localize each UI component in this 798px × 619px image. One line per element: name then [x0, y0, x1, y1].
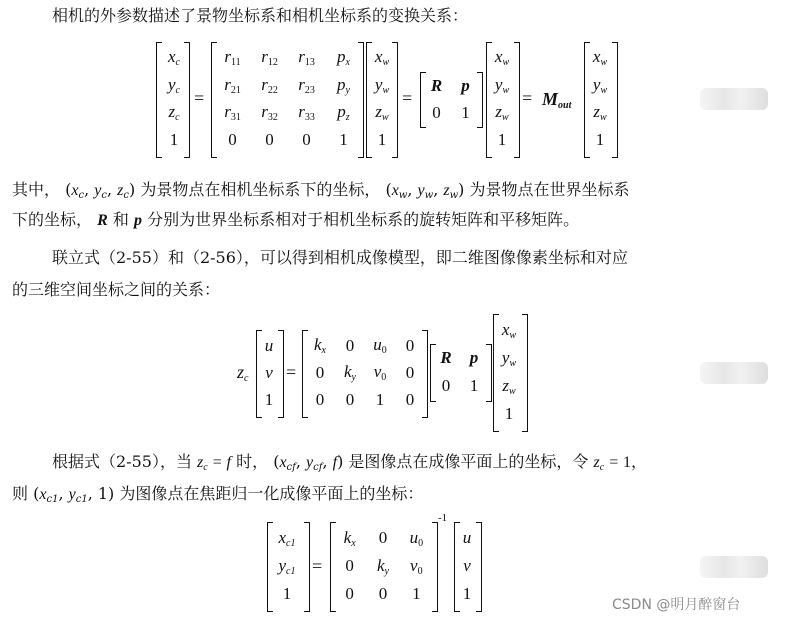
- equation-number-blur: [700, 362, 768, 384]
- matrix-entry: $p_y$: [337, 74, 350, 96]
- matrix-entry: 1: [462, 584, 472, 603]
- matrix-entry: $k_x$: [343, 527, 356, 549]
- pixel-coord-vector: [456, 524, 478, 608]
- text: 联立式（2-55）和（2-56），可以得到相机成像模型，即二维图像像素坐标和对应: [52, 248, 628, 267]
- matrix-entry: $x_w$: [494, 47, 510, 69]
- zc-scale: $z_c$: [237, 362, 249, 384]
- matrix-entry: 0: [228, 130, 237, 150]
- intrinsic-matrix: [333, 524, 433, 608]
- matrix-entry: 0: [345, 556, 354, 575]
- matrix-entry: $k_y$: [344, 362, 356, 384]
- focal-point-inline: ($x_{cf}$, $y_{cf}$, f): [273, 452, 344, 473]
- matrix-entry: 1: [282, 584, 292, 603]
- equals-sign: =: [194, 88, 205, 108]
- matrix-entry: $v_0$: [373, 362, 387, 384]
- explanation-line-1: [12, 180, 630, 206]
- bracket: [358, 42, 364, 158]
- relation-line: [12, 280, 220, 300]
- bracket: [486, 344, 492, 402]
- equation-extrinsic: [0, 0, 798, 170]
- matrix-entry: $p_x$: [337, 47, 350, 69]
- matrix-entry: $x_{c1}$: [278, 527, 296, 549]
- csdn-watermark: CSDN @明月醉窗台: [612, 597, 741, 613]
- matrix-entry: $x_w$: [501, 319, 517, 341]
- text: 是图像点在成像平面上的坐标，令: [348, 452, 589, 471]
- matrix-entry: $r_{21}$: [224, 74, 241, 96]
- bracket: [392, 42, 398, 158]
- block-matrix: [432, 344, 488, 400]
- zc-equals-1: $z_c = 1$: [593, 454, 632, 473]
- equals-sign: =: [286, 362, 297, 382]
- equals-sign: =: [402, 88, 413, 108]
- world-coord-inline: ($x_w$, $y_w$, $z_w$): [385, 180, 465, 201]
- bracket: [302, 330, 308, 418]
- bracket: [267, 522, 273, 612]
- matrix-entry: 0: [405, 335, 415, 355]
- inverse-exponent: -1: [438, 512, 448, 524]
- matrix-entry: $p_z$: [337, 102, 350, 124]
- matrix-entry: R: [430, 75, 443, 95]
- matrix-entry: $z_c$: [168, 102, 180, 124]
- world-coord-vector: [495, 316, 523, 428]
- intro-text: 相机的外参数描述了景物坐标系和相机坐标系的变换关系：: [52, 6, 469, 25]
- matrix-entry: $y_c$: [168, 74, 180, 96]
- extrinsic-matrix: [214, 44, 362, 154]
- matrix-entry: 1: [339, 130, 348, 150]
- matrix-entry: 0: [405, 390, 415, 410]
- rotation-symbol: R: [97, 212, 108, 229]
- translation-symbol: p: [133, 212, 142, 229]
- text: 分别为世界坐标系相对于相机坐标系的旋转矩阵和平移矩阵。: [147, 210, 580, 229]
- bracket: [454, 522, 460, 612]
- matrix-entry: 1: [169, 130, 179, 150]
- matrix-entry: 0: [302, 130, 311, 150]
- matrix-entry: 1: [469, 376, 479, 395]
- matrix-entry: 0: [315, 362, 325, 382]
- matrix-entry: $z_w$: [375, 102, 389, 124]
- bracket: [476, 522, 482, 612]
- matrix-entry: 1: [504, 404, 514, 423]
- normalized-coord-vector: [270, 524, 304, 608]
- bracket: [493, 314, 499, 432]
- text: 和: [112, 210, 129, 229]
- bracket: [422, 330, 428, 418]
- matrix-entry: p: [469, 348, 479, 367]
- intrinsic-matrix: [305, 332, 425, 414]
- bracket: [477, 72, 483, 128]
- matrix-entry: p: [461, 75, 470, 95]
- normalization-line-1: [52, 452, 647, 478]
- matrix-entry: u: [462, 528, 472, 547]
- matrix-entry: $y_w$: [501, 347, 517, 369]
- matrix-entry: $y_w$: [374, 74, 390, 96]
- matrix-entry: $k_y$: [376, 555, 389, 577]
- bracket: [514, 42, 520, 158]
- matrix-entry: $r_{31}$: [224, 102, 241, 124]
- matrix-entry: 0: [441, 376, 451, 395]
- matrix-entry: $u_0$: [373, 335, 387, 357]
- bracket: [330, 522, 336, 612]
- matrix-entry: 1: [264, 390, 274, 410]
- bracket: [278, 330, 284, 418]
- matrix-entry: 0: [432, 102, 441, 122]
- bracket: [184, 42, 190, 158]
- block-matrix: [422, 72, 480, 126]
- m-out-symbol: $M_{out}$: [542, 89, 572, 111]
- matrix-entry: $y_w$: [592, 74, 608, 96]
- matrix-entry: $z_w$: [495, 102, 509, 124]
- matrix-entry: $r_{32}$: [261, 102, 278, 124]
- matrix-entry: 1: [412, 584, 421, 603]
- bracket: [522, 314, 528, 432]
- combine-line: [52, 248, 628, 268]
- text: 时，: [236, 452, 269, 471]
- matrix-entry: $r_{22}$: [261, 74, 278, 96]
- matrix-entry: $r_{11}$: [224, 47, 241, 69]
- equals-sign: =: [522, 88, 533, 108]
- matrix-entry: u: [264, 335, 274, 355]
- text: ，: [631, 452, 648, 471]
- matrix-entry: v: [265, 362, 273, 382]
- bracket: [430, 344, 436, 402]
- text: 其中，: [12, 180, 61, 199]
- matrix-entry: $v_0$: [410, 555, 423, 577]
- world-coord-vector: [586, 44, 614, 154]
- text: 为景物点在世界坐标系: [469, 180, 630, 199]
- matrix-entry: $y_w$: [494, 74, 510, 96]
- text: 则: [12, 484, 29, 503]
- matrix-entry: 0: [378, 584, 388, 603]
- text: 为图像点在焦距归一化成像平面上的坐标：: [119, 484, 424, 503]
- matrix-entry: 0: [345, 390, 355, 410]
- bracket: [256, 330, 262, 418]
- matrix-entry: $x_c$: [168, 47, 180, 69]
- pixel-coord-vector: [258, 332, 280, 414]
- equation-number-blur: [700, 556, 768, 578]
- normalized-point-inline: ($x_{c1}$, $y_{c1}$, 1): [33, 484, 115, 505]
- equals-sign: =: [312, 556, 323, 576]
- bracket: [432, 522, 438, 612]
- matrix-entry: $r_{12}$: [261, 47, 278, 69]
- matrix-entry: 0: [345, 584, 354, 603]
- matrix-entry: v: [463, 556, 471, 575]
- matrix-entry: 1: [497, 130, 507, 150]
- matrix-entry: $k_x$: [314, 335, 326, 357]
- matrix-entry: $u_0$: [409, 527, 424, 549]
- camera-coord-inline: ($x_c$, $y_c$, $z_c$): [65, 180, 136, 201]
- matrix-entry: 0: [265, 130, 274, 150]
- matrix-entry: 1: [375, 390, 385, 410]
- matrix-entry: $x_w$: [374, 47, 390, 69]
- matrix-entry: $x_w$: [592, 47, 608, 69]
- matrix-entry: 1: [377, 130, 387, 150]
- explanation-line-2: [12, 210, 579, 231]
- matrix-entry: 0: [315, 390, 325, 410]
- matrix-entry: $r_{13}$: [298, 47, 315, 69]
- matrix-entry: $y_{c1}$: [278, 555, 296, 577]
- text: 为景物点在相机坐标系下的坐标，: [140, 180, 381, 199]
- matrix-entry: 0: [345, 335, 355, 355]
- matrix-entry: R: [440, 348, 452, 367]
- bracket: [304, 522, 310, 612]
- matrix-entry: $z_w$: [502, 375, 516, 397]
- matrix-entry: $r_{23}$: [298, 74, 315, 96]
- normalization-line-2: [12, 484, 423, 510]
- matrix-entry: 1: [595, 130, 605, 150]
- equation-number-blur: [700, 88, 768, 110]
- world-coord-vector: [488, 44, 516, 154]
- matrix-entry: $r_{33}$: [298, 102, 315, 124]
- zc-equals-f: $z_c = f$: [197, 454, 231, 473]
- bracket: [612, 42, 618, 158]
- matrix-entry: 0: [378, 528, 388, 547]
- matrix-entry: 0: [405, 362, 415, 382]
- matrix-entry: $z_w$: [593, 102, 607, 124]
- text: 下的坐标，: [12, 210, 93, 229]
- text: 的三维空间坐标之间的关系：: [12, 280, 221, 299]
- matrix-entry: 1: [461, 102, 470, 122]
- text: 根据式（2-55），当: [52, 452, 192, 471]
